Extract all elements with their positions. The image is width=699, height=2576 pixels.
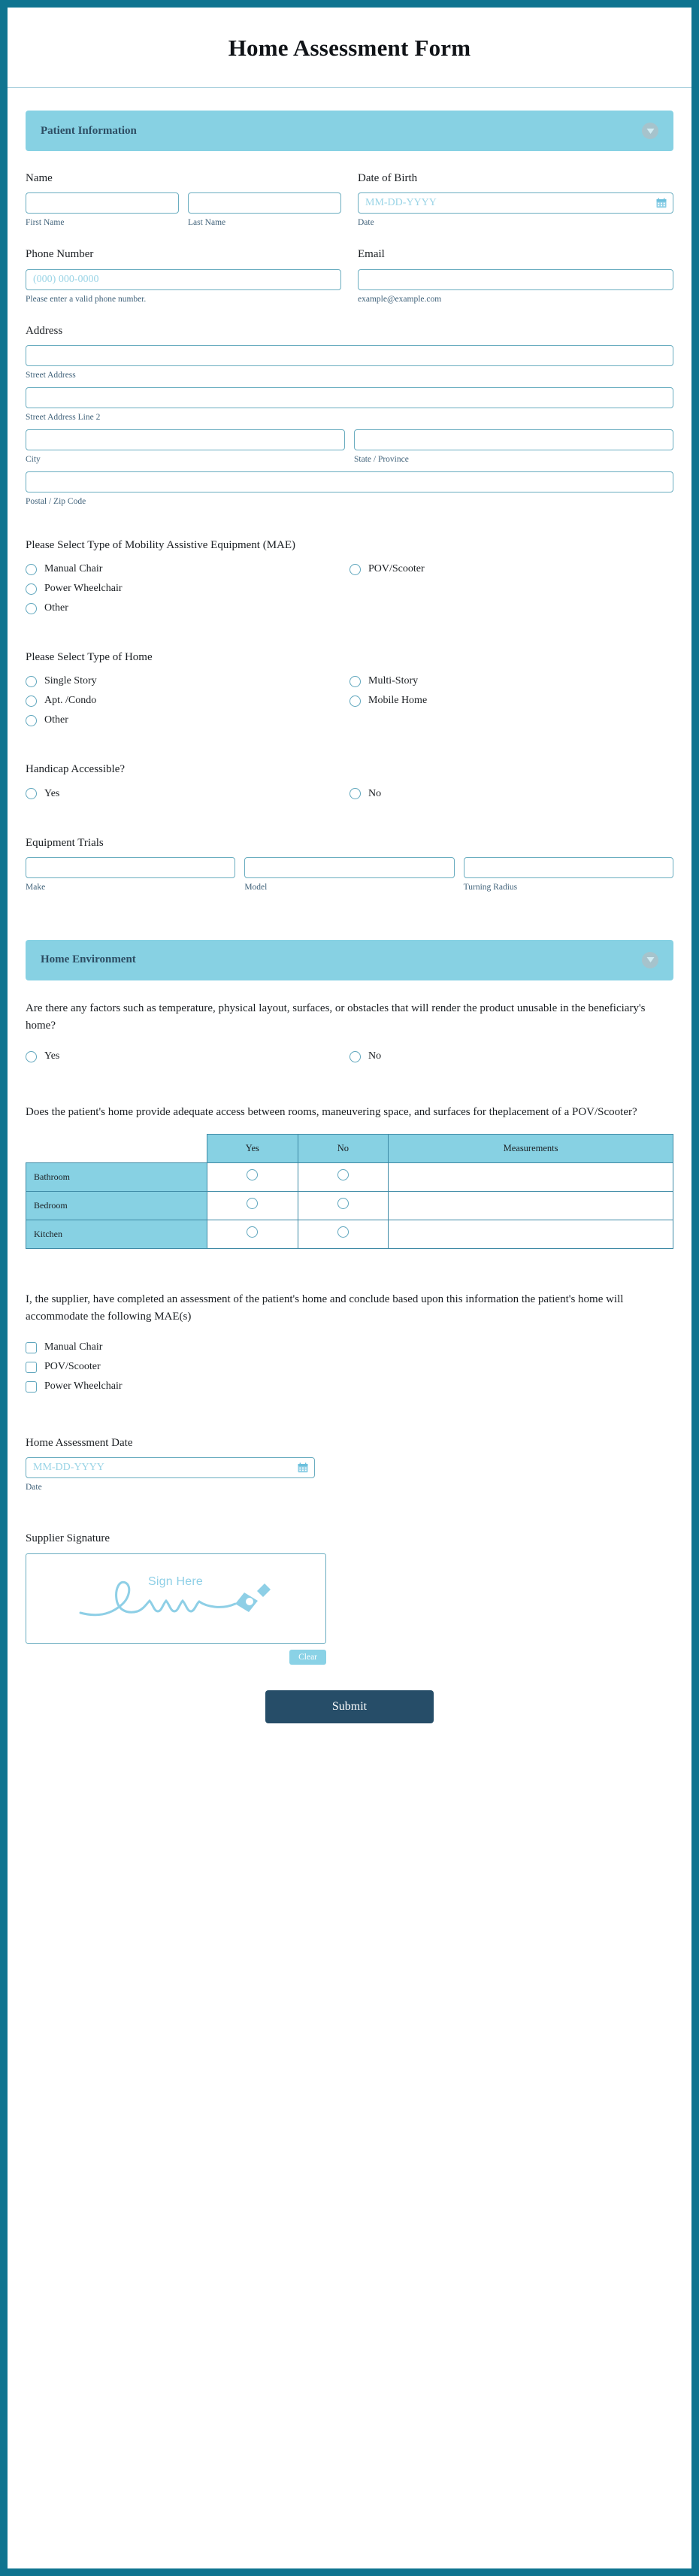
option-label: Single Story bbox=[44, 675, 97, 687]
option-label: Mobile Home bbox=[368, 695, 428, 707]
field-email bbox=[358, 247, 673, 303]
sublabel-model: Model bbox=[244, 882, 268, 892]
first-name-input[interactable] bbox=[26, 192, 179, 214]
matrix-radio-bedroom-yes[interactable] bbox=[207, 1191, 298, 1220]
sublabel-home-assessment-date: Date bbox=[26, 1483, 42, 1493]
radio-icon[interactable] bbox=[350, 1051, 361, 1062]
checkbox-icon[interactable] bbox=[26, 1381, 37, 1393]
email-input[interactable] bbox=[358, 269, 673, 290]
sublabel-postal-zip: Postal / Zip Code bbox=[26, 496, 86, 506]
radio-icon[interactable] bbox=[350, 788, 361, 799]
field-factors-question bbox=[26, 1000, 673, 1067]
matrix-measurements-bedroom[interactable] bbox=[389, 1191, 673, 1220]
matrix-radio-kitchen-yes[interactable] bbox=[207, 1220, 298, 1248]
field-date-of-birth bbox=[358, 171, 673, 227]
option-label: Manual Chair bbox=[44, 1341, 103, 1353]
section-title: Patient Information bbox=[41, 124, 137, 137]
radio-option-manual-chair[interactable] bbox=[26, 559, 350, 579]
field-phone bbox=[26, 247, 341, 303]
field-supplier-conclusion bbox=[26, 1291, 673, 1397]
row-phone-email bbox=[26, 247, 673, 323]
field-label-home-assessment-date: Home Assessment Date bbox=[26, 1437, 133, 1449]
radio-option-apt-condo[interactable] bbox=[26, 691, 350, 711]
radio-option-multi-story[interactable] bbox=[350, 671, 673, 691]
sublabel-city: City bbox=[26, 454, 41, 464]
form-header bbox=[8, 8, 691, 88]
home-assessment-date-input[interactable] bbox=[26, 1457, 315, 1478]
matrix-measurements-kitchen[interactable] bbox=[389, 1220, 673, 1248]
radio-option-other-home[interactable] bbox=[26, 711, 350, 730]
matrix-header-row bbox=[26, 1134, 673, 1162]
option-label: POV/Scooter bbox=[44, 1361, 101, 1372]
matrix-measurements-bathroom[interactable] bbox=[389, 1162, 673, 1191]
radio-icon[interactable] bbox=[337, 1198, 349, 1209]
field-handicap-accessible bbox=[26, 762, 673, 803]
field-address bbox=[26, 323, 673, 506]
radio-icon[interactable] bbox=[26, 676, 37, 687]
field-label-phone: Phone Number bbox=[26, 248, 94, 261]
state-province-input[interactable] bbox=[354, 429, 673, 450]
access-matrix-table bbox=[26, 1134, 673, 1249]
radio-icon[interactable] bbox=[337, 1226, 349, 1238]
date-of-birth-input[interactable] bbox=[358, 192, 673, 214]
radio-icon[interactable] bbox=[26, 715, 37, 726]
radio-icon[interactable] bbox=[26, 1051, 37, 1062]
sublabel-last-name: Last Name bbox=[188, 218, 226, 228]
signature-placeholder-text: Sign Here bbox=[148, 1574, 203, 1588]
chevron-down-icon[interactable] bbox=[642, 123, 658, 139]
radio-option-single-story[interactable] bbox=[26, 671, 350, 691]
matrix-corner-cell bbox=[26, 1134, 207, 1162]
field-name bbox=[26, 171, 341, 227]
page-title: Home Assessment Form bbox=[228, 35, 471, 61]
field-home-assessment-date bbox=[26, 1435, 673, 1492]
radio-icon[interactable] bbox=[350, 696, 361, 707]
clear-signature-button[interactable]: Clear bbox=[289, 1650, 326, 1665]
radio-icon[interactable] bbox=[26, 583, 37, 595]
equipment-model-input[interactable] bbox=[244, 857, 454, 878]
city-input[interactable] bbox=[26, 429, 345, 450]
chevron-down-icon[interactable] bbox=[642, 952, 658, 968]
sublabel-turning-radius: Turning Radius bbox=[463, 882, 518, 892]
street-address-input[interactable] bbox=[26, 345, 673, 366]
sublabel-date-of-birth: Date bbox=[358, 218, 374, 228]
factors-options bbox=[26, 1047, 673, 1066]
radio-icon[interactable] bbox=[350, 564, 361, 575]
equipment-make-input[interactable] bbox=[26, 857, 235, 878]
equipment-turning-radius-input[interactable] bbox=[464, 857, 673, 878]
table-row bbox=[26, 1220, 673, 1248]
matrix-column-header-no: No bbox=[298, 1134, 389, 1162]
matrix-radio-kitchen-no[interactable] bbox=[298, 1220, 389, 1248]
radio-icon[interactable] bbox=[26, 603, 37, 614]
opt-spacer bbox=[350, 579, 673, 599]
option-label: No bbox=[368, 1050, 382, 1062]
option-label: No bbox=[368, 787, 382, 799]
field-label-home-type: Please Select Type of Home bbox=[26, 651, 153, 663]
option-label: Apt. /Condo bbox=[44, 695, 97, 707]
radio-option-factors-yes[interactable] bbox=[26, 1047, 350, 1066]
section-title: Home Environment bbox=[41, 953, 136, 966]
matrix-column-header-measurements: Measurements bbox=[389, 1134, 673, 1162]
radio-option-power-wheelchair[interactable] bbox=[26, 579, 350, 599]
submit-row bbox=[26, 1690, 673, 1737]
sublabel-street-address-line2: Street Address Line 2 bbox=[26, 412, 101, 422]
matrix-radio-bathroom-yes[interactable] bbox=[207, 1162, 298, 1191]
sublabel-state-province: State / Province bbox=[354, 454, 409, 464]
radio-icon[interactable] bbox=[247, 1226, 258, 1238]
radio-icon[interactable] bbox=[26, 564, 37, 575]
radio-icon[interactable] bbox=[26, 696, 37, 707]
checkbox-option-manual-chair[interactable] bbox=[26, 1338, 673, 1357]
field-access-matrix bbox=[26, 1104, 673, 1248]
radio-icon[interactable] bbox=[350, 676, 361, 687]
radio-option-other-mae[interactable] bbox=[26, 599, 350, 618]
sublabel-street-address: Street Address bbox=[26, 370, 76, 380]
table-row bbox=[26, 1191, 673, 1220]
submit-button[interactable]: Submit bbox=[265, 1690, 434, 1723]
checkbox-option-power-wheelchair[interactable] bbox=[26, 1377, 673, 1396]
question-text-access-matrix: Does the patient's home provide adequate access between rooms, maneuvering space, and surfaces for theplacement of a POV/Scooter? bbox=[26, 1106, 637, 1119]
matrix-row-label-bathroom: Bathroom bbox=[26, 1162, 207, 1191]
question-text-supplier-conclusion: I, the supplier, have completed an assessment of the patient's home and conclude based upon this information the patient's home will accommodate the following MAE(s) bbox=[26, 1293, 624, 1323]
option-label: Manual Chair bbox=[44, 563, 103, 574]
last-name-input[interactable] bbox=[188, 192, 341, 214]
radio-option-handicap-yes[interactable] bbox=[26, 784, 350, 804]
postal-zip-input[interactable] bbox=[26, 471, 673, 492]
matrix-radio-bathroom-no[interactable] bbox=[298, 1162, 389, 1191]
section-header-patient-information[interactable] bbox=[26, 111, 673, 151]
checkbox-icon[interactable] bbox=[26, 1342, 37, 1353]
sublabel-email: example@example.com bbox=[358, 294, 442, 304]
radio-option-handicap-no[interactable] bbox=[350, 784, 673, 804]
home-type-options bbox=[26, 671, 673, 730]
section-header-home-environment[interactable] bbox=[26, 940, 673, 980]
field-supplier-signature bbox=[26, 1531, 673, 1664]
radio-icon[interactable] bbox=[337, 1169, 349, 1180]
field-label-supplier-signature: Supplier Signature bbox=[26, 1532, 110, 1545]
row-name-dob bbox=[26, 171, 673, 247]
street-address-line2-input[interactable] bbox=[26, 387, 673, 408]
option-label: Multi-Story bbox=[368, 675, 419, 687]
matrix-radio-bedroom-no[interactable] bbox=[298, 1191, 389, 1220]
supplier-conclusion-options bbox=[26, 1338, 673, 1396]
option-label: POV/Scooter bbox=[368, 563, 425, 574]
pen-nib-icon bbox=[74, 1566, 277, 1631]
radio-icon[interactable] bbox=[247, 1198, 258, 1209]
option-label: Other bbox=[44, 714, 68, 726]
field-label-handicap-accessible: Handicap Accessible? bbox=[26, 763, 126, 776]
signature-pad[interactable] bbox=[26, 1553, 326, 1644]
field-label-equipment-trials: Equipment Trials bbox=[26, 836, 104, 849]
field-home-type bbox=[26, 650, 673, 730]
option-label: Power Wheelchair bbox=[44, 1380, 123, 1392]
radio-icon[interactable] bbox=[26, 788, 37, 799]
table-row bbox=[26, 1162, 673, 1191]
matrix-column-header-yes: Yes bbox=[207, 1134, 298, 1162]
field-label-date-of-birth: Date of Birth bbox=[358, 172, 418, 184]
option-label: Yes bbox=[44, 1050, 60, 1062]
option-label: Power Wheelchair bbox=[44, 583, 123, 594]
field-equipment-trials bbox=[26, 835, 673, 892]
field-label-email: Email bbox=[358, 248, 385, 261]
radio-option-pov-scooter[interactable] bbox=[350, 559, 673, 579]
field-label-name: Name bbox=[26, 172, 53, 184]
field-label-mae-type: Please Select Type of Mobility Assistive Equipment (MAE) bbox=[26, 538, 296, 551]
matrix-row-label-kitchen: Kitchen bbox=[26, 1220, 207, 1248]
sublabel-first-name: First Name bbox=[26, 218, 65, 228]
matrix-row-label-bedroom: Bedroom bbox=[26, 1191, 207, 1220]
sublabel-make: Make bbox=[26, 882, 46, 892]
radio-icon[interactable] bbox=[247, 1169, 258, 1180]
sublabel-phone: Please enter a valid phone number. bbox=[26, 294, 147, 304]
question-text-factors: Are there any factors such as temperature, physical layout, surfaces, or obstacles that will render the product unusable in the beneficiary's home? bbox=[26, 1002, 646, 1032]
field-mae-type bbox=[26, 538, 673, 618]
checkbox-icon[interactable] bbox=[26, 1362, 37, 1373]
field-label-address: Address bbox=[26, 324, 63, 337]
option-label: Yes bbox=[44, 787, 60, 799]
radio-option-factors-no[interactable] bbox=[350, 1047, 673, 1066]
option-label: Other bbox=[44, 602, 68, 614]
form-body bbox=[8, 88, 691, 1752]
checkbox-option-pov-scooter[interactable] bbox=[26, 1357, 673, 1377]
phone-input[interactable] bbox=[26, 269, 341, 290]
handicap-accessible-options bbox=[26, 784, 673, 804]
mae-type-options bbox=[26, 559, 673, 618]
radio-option-mobile-home[interactable] bbox=[350, 691, 673, 711]
